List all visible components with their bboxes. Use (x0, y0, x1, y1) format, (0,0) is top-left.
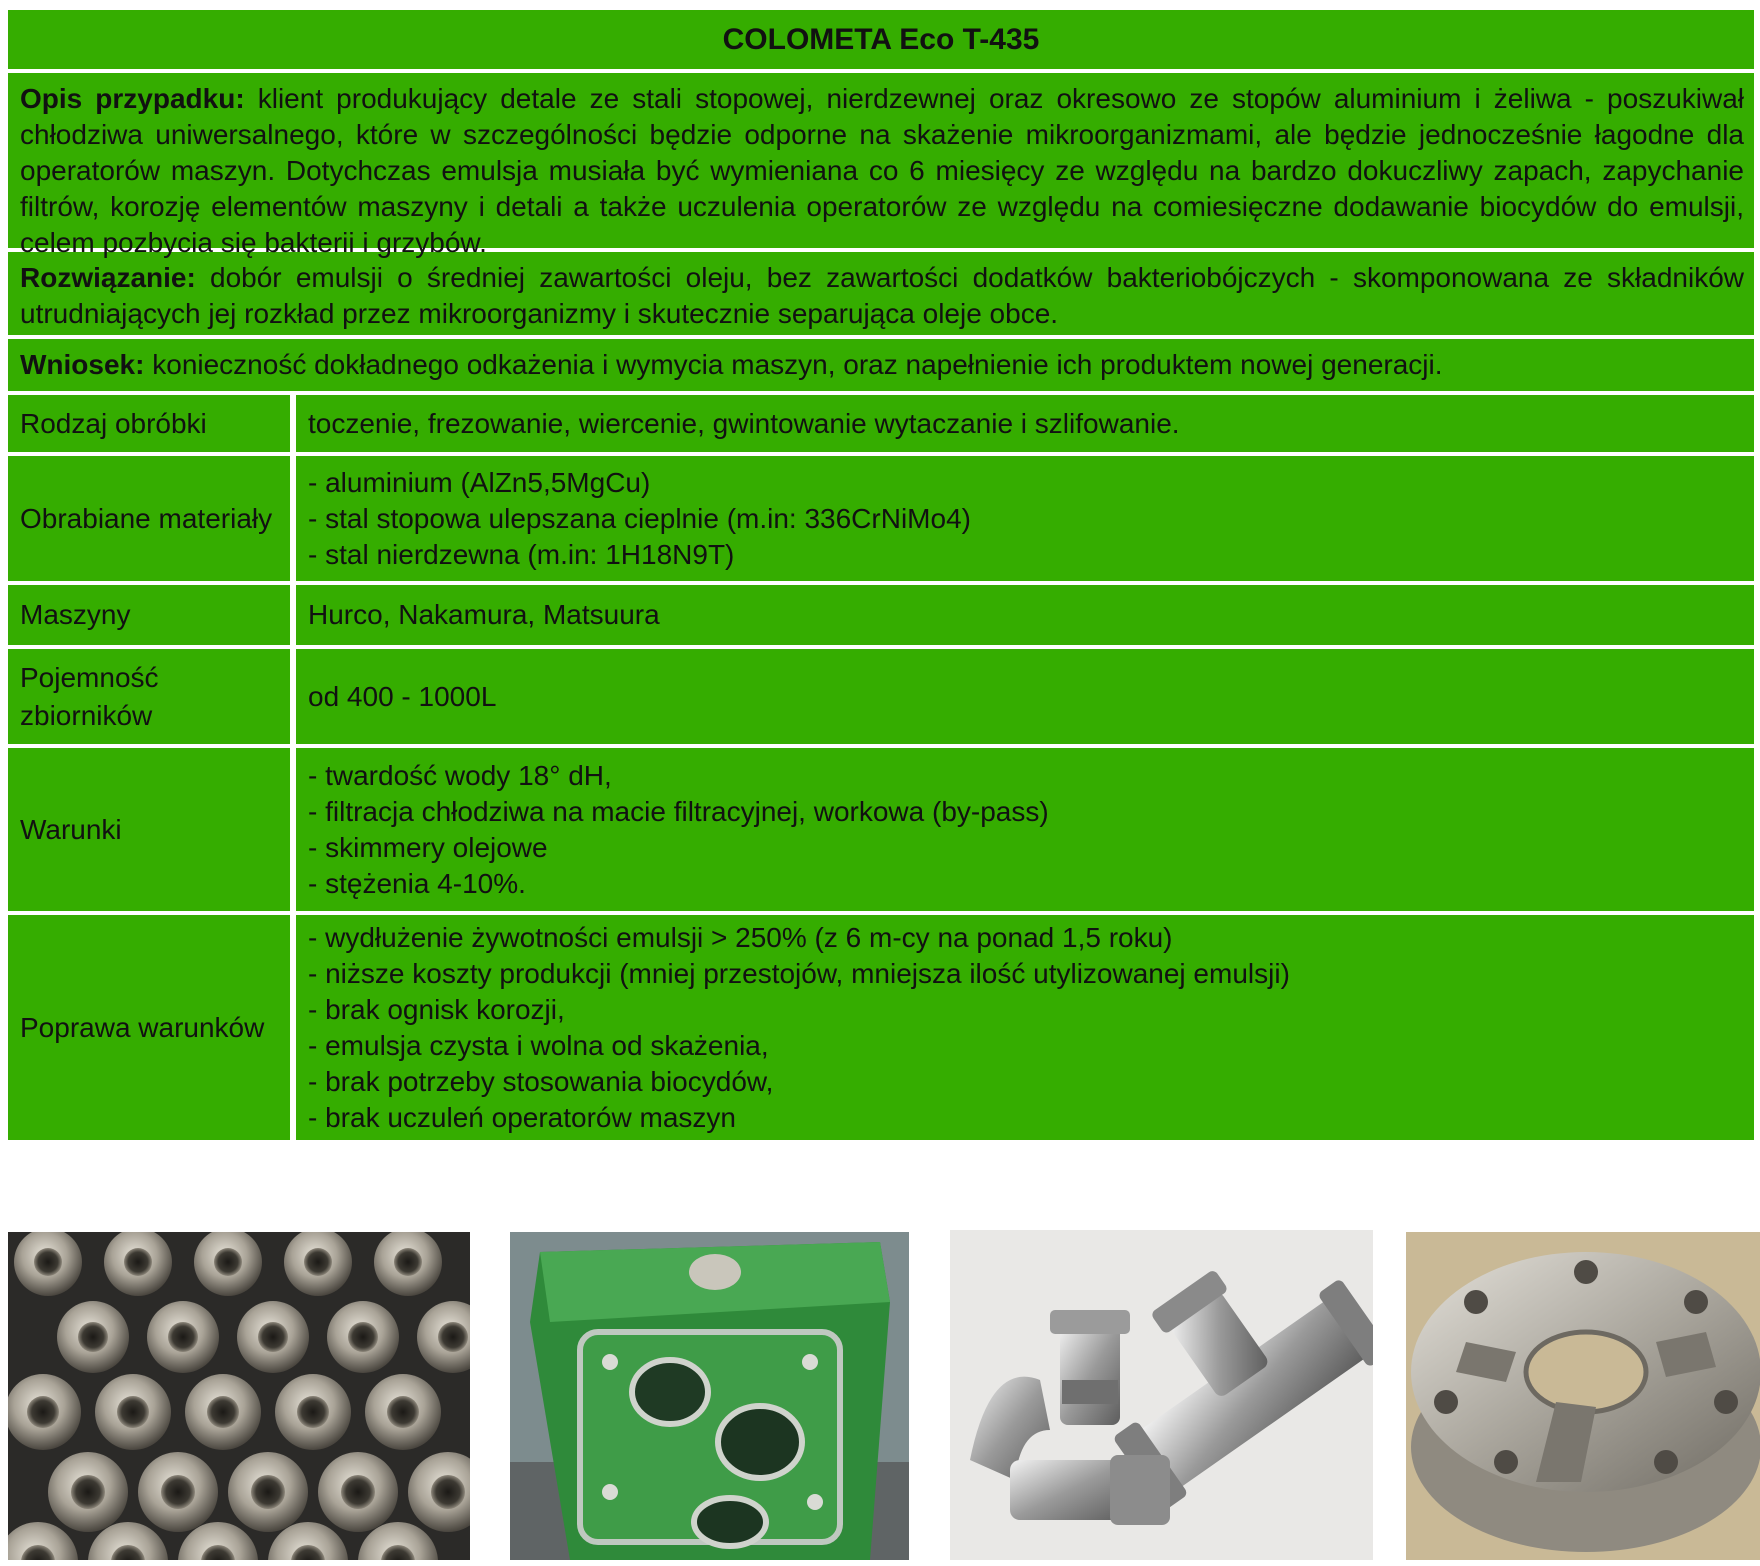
rodzaj-obrobki-value (296, 395, 1754, 452)
warunki-value (296, 748, 1754, 911)
warunki-line: - filtracja chłodziwa na macie filtracyjnej, workowa (by-pass) (308, 795, 1049, 827)
row-warunki (8, 748, 1754, 915)
maszyny-line: Hurco, Nakamura, Matsuura (308, 599, 660, 630)
poprawa-line: - emulsja czysta i wolna od skażenia, (308, 1029, 769, 1061)
wniosek-label: Wniosek: (20, 349, 145, 380)
fittings-grid-photo (8, 1232, 470, 1560)
case-study-table (8, 10, 1754, 1140)
rodzaj-line: toczenie, frezowanie, wiercenie, gwintowanie wytaczanie i szlifowanie. (308, 407, 1180, 439)
pojemnosc-label: Pojemność zbiorników (8, 649, 296, 744)
poprawa-line: - brak ognisk korozji, (308, 993, 565, 1025)
poprawa-line: - wydłużenie żywotności emulsji > 250% (z 6 m-cy na ponad 1,5 roku) (308, 921, 1173, 953)
row-poprawa-warunkow (8, 915, 1754, 1140)
row-pojemnosc-zbiornikow (8, 649, 1754, 748)
opis-text: klient produkujący detale ze stali stopowej, nierdzewnej oraz okresowo ze stopów aluminium i żeliwa - poszukiwał chłodziwa uniwersalnego, które w szczególności będzie odporne na skażenie mikroorganizmami, ale będzie jednocześnie łagodne dla operatorów maszyn. Dotychczas emulsja musiała być wymieniana co 6 miesięcy ze względu na bardzo dokuczliwy zapach, zapychanie filtrów, korozję elementów maszyny i detali a także uczulenia operatorów ze względu na comiesięczne dodawanie biocydów do emulsji, celem pozbycia się bakterii i grzybów. (20, 83, 1745, 258)
product-title: COLOMETA Eco T-435 (8, 10, 1754, 73)
wniosek-row (8, 339, 1754, 395)
pojemnosc-line: od 400 - 1000L (308, 680, 497, 712)
maszyny-label: Maszyny (8, 585, 296, 645)
obrabiane-materialy-value (296, 456, 1754, 581)
wniosek-text: konieczność dokładnego odkażenia i wymycia maszyn, oraz napełnienie ich produktem nowej generacji. (144, 349, 1443, 380)
rodzaj-obrobki-label: Rodzaj obróbki (8, 395, 296, 452)
rozwiazanie-label: Rozwiązanie: (20, 262, 196, 293)
stainless-fittings-photo (950, 1230, 1373, 1560)
rozwiazanie-text: dobór emulsji o średniej zawartości oleju, bez zawartości dodatków bakteriobójczych - skomponowana ze składników utrudniających jej rozkład przez mikroorganizmy i skutecznie separująca oleje obce. (20, 262, 1744, 329)
material-line: - aluminium (AlZn5,5MgCu) (308, 466, 651, 498)
poprawa-line: - niższe koszty produkcji (mniej przestojów, mniejsza ilość utylizowanej emulsji) (308, 957, 1290, 989)
opis-label: Opis przypadku: (20, 83, 245, 114)
row-rodzaj-obrobki (8, 395, 1754, 456)
green-housing-photo (510, 1232, 909, 1560)
rozwiazanie-row (8, 252, 1754, 339)
row-maszyny (8, 585, 1754, 649)
poprawa-label: Poprawa warunków (8, 915, 296, 1140)
photo-strip (0, 1230, 1760, 1566)
material-line: - stal stopowa ulepszana cieplnie (m.in: 336CrNiMo4) (308, 502, 971, 534)
pojemnosc-value (296, 649, 1754, 744)
poprawa-line: - brak potrzeby stosowania biocydów, (308, 1065, 774, 1097)
row-obrabiane-materialy (8, 456, 1754, 585)
aluminium-plate-photo (1406, 1232, 1760, 1560)
warunki-line: - skimmery olejowe (308, 831, 548, 863)
warunki-line: - stężenia 4-10%. (308, 867, 526, 899)
maszyny-value (296, 585, 1754, 645)
obrabiane-materialy-label: Obrabiane materiały (8, 456, 296, 581)
poprawa-value (296, 915, 1754, 1140)
warunki-label: Warunki (8, 748, 296, 911)
poprawa-line: - brak uczuleń operatorów maszyn (308, 1101, 736, 1133)
warunki-line: - twardość wody 18° dH, (308, 759, 612, 791)
opis-przypadku-row (8, 73, 1754, 258)
material-line: - stal nierdzewna (m.in: 1H18N9T) (308, 538, 735, 570)
